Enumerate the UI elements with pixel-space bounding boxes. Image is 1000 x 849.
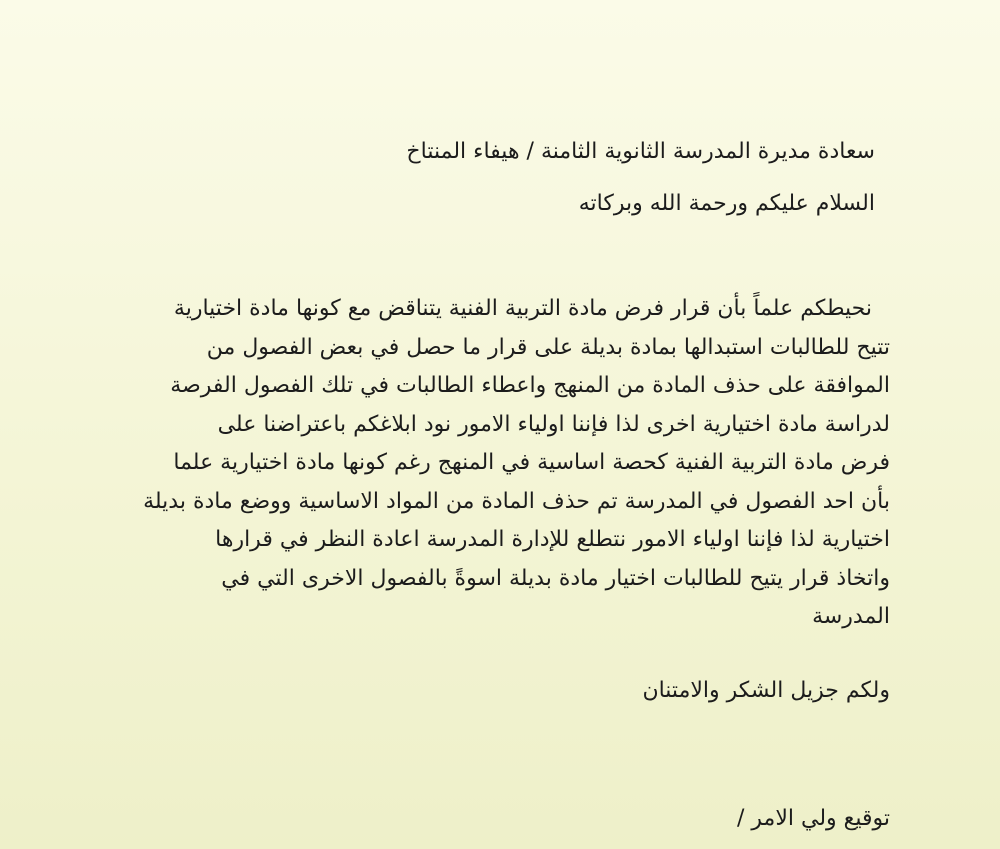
letter-body <box>105 290 890 637</box>
body-line: لدراسة مادة اختيارية اخرى لذا فإننا اولياء الامور نود ابلاغكم باعتراضنا على <box>217 411 890 437</box>
signature-line: توقيع ولي الامر / <box>737 806 890 831</box>
body-line: فرض مادة التربية الفنية كحصة اساسية في المنهج رغم كونها مادة اختيارية علما <box>173 450 890 475</box>
body-line: بأن احد الفصول في المدرسة تم حذف المادة من المواد الاساسية ووضع مادة بديلة <box>143 488 890 514</box>
body-line: واتخاذ قرار يتيح للطالبات اختيار مادة بديلة اسوةً بالفصول الاخرى التي في <box>221 565 890 591</box>
body-line: تتيح للطالبات استبدالها بمادة بديلة على قرار ما حصل في بعض الفصول من <box>206 334 890 360</box>
body-line: المدرسة <box>812 604 890 629</box>
letter-addressee: سعادة مديرة المدرسة الثانوية الثامنة / هيفاء المنتاخ <box>406 139 875 164</box>
body-line: اختيارية لذا فإننا اولياء الامور نتطلع للإدارة المدرسة اعادة النظر في قرارها <box>215 527 890 552</box>
body-line: نحيطكم علماً بأن قرار فرض مادة التربية الفنية يتناقض مع كونها مادة اختيارية <box>173 296 872 321</box>
letter-closing: ولكم جزيل الشكر والامتنان <box>642 678 890 703</box>
body-line: الموافقة على حذف المادة من المنهج واعطاء الطالبات في تلك الفصول الفرصة <box>170 373 890 398</box>
letter-greeting: السلام عليكم ورحمة الله وبركاته <box>578 191 875 216</box>
